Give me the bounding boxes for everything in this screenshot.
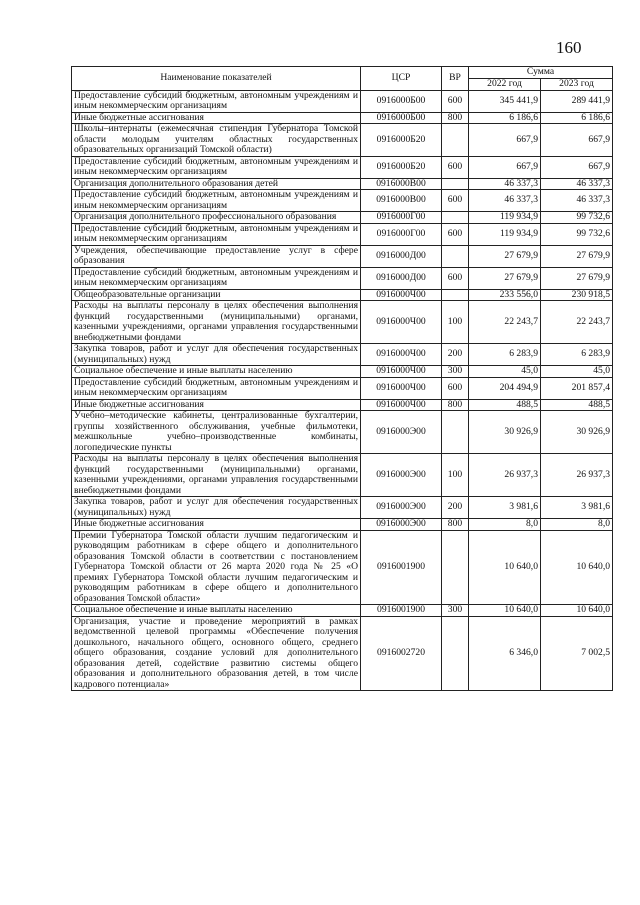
row-name: Организация, участие и проведение мероприятий в рамках ведомственной целевой программы «Обеспечение получения дошкольного, начального общего, основного общего, среднего общего образования, создание условий для дополнительного образования детей, содействие развитию системы общего образования и дополнительного образования детей, в том числе кадрового потенциала» (72, 616, 361, 691)
row-name: Иные бюджетные ассигнования (72, 112, 361, 124)
table-row (72, 245, 613, 267)
page-number: 160 (556, 38, 582, 57)
table-row (72, 112, 613, 124)
row-amount-2023: 46 337,3 (541, 190, 613, 212)
row-csr: 0916000Б00 (361, 90, 442, 112)
row-amount-2022: 667,9 (469, 124, 541, 157)
table-row (72, 289, 613, 301)
row-amount-2022: 26 937,3 (469, 454, 541, 497)
row-csr: 0916000Ч00 (361, 399, 442, 411)
table-row (72, 366, 613, 378)
row-csr: 0916000Б20 (361, 156, 442, 178)
row-amount-2022: 3 981,6 (469, 497, 541, 519)
row-csr: 0916000Ч00 (361, 301, 442, 344)
row-csr: 0916000Д00 (361, 267, 442, 289)
row-amount-2022: 27 679,9 (469, 245, 541, 267)
row-name: Организация дополнительного образования детей (72, 178, 361, 190)
row-vr: 100 (442, 454, 469, 497)
row-name: Школы–интернаты (ежемесячная стипендия Губернатора Томской области молодым учителям областных государственных образовательных организаций Томской области) (72, 124, 361, 157)
row-csr: 0916002720 (361, 616, 442, 691)
header-vr: ВР (442, 67, 469, 91)
row-name: Предоставление субсидий бюджетным, автономным учреждениям и иным некоммерческим организациям (72, 267, 361, 289)
row-name: Расходы на выплаты персоналу в целях обеспечения выполнения функций государственными (муниципальными) органами, казенными учреждениями, органами управления государственными внебюджетными фондами (72, 301, 361, 344)
row-amount-2022: 488,5 (469, 399, 541, 411)
row-vr (442, 178, 469, 190)
row-amount-2023: 8,0 (541, 519, 613, 531)
row-vr (442, 124, 469, 157)
row-vr: 800 (442, 519, 469, 531)
row-name: Премии Губернатора Томской области лучшим педагогическим и руководящим работникам в сфере общего и дополнительного образования Томской области в соответствии с постановлением Губернатора Томской области от 26 марта 2020 года № 25 «О премиях Губернатора Томской области лучшим педагогическим и руководящим работникам в сфере общего и дополнительного образования Томской области» (72, 530, 361, 605)
row-amount-2022: 6 346,0 (469, 616, 541, 691)
row-name: Расходы на выплаты персоналу в целях обеспечения выполнения функций государственными (муниципальными) органами, казенными учреждениями, органами управления государственными внебюджетными фондами (72, 454, 361, 497)
row-vr (442, 530, 469, 605)
row-vr (442, 212, 469, 224)
table-row (72, 212, 613, 224)
row-vr: 300 (442, 366, 469, 378)
row-csr: 0916000Э00 (361, 497, 442, 519)
table-row (72, 519, 613, 531)
table-row (72, 497, 613, 519)
row-name: Иные бюджетные ассигнования (72, 519, 361, 531)
table-row (72, 377, 613, 399)
row-vr: 800 (442, 112, 469, 124)
row-amount-2023: 667,9 (541, 156, 613, 178)
table-header (72, 67, 613, 91)
row-amount-2023: 230 918,5 (541, 289, 613, 301)
table-row (72, 399, 613, 411)
row-vr: 600 (442, 377, 469, 399)
row-amount-2022: 27 679,9 (469, 267, 541, 289)
row-amount-2023: 45,0 (541, 366, 613, 378)
row-vr (442, 289, 469, 301)
row-csr: 0916000Г00 (361, 223, 442, 245)
row-name: Предоставление субсидий бюджетным, автономным учреждениям и иным некоммерческим организациям (72, 223, 361, 245)
row-vr: 600 (442, 190, 469, 212)
row-vr: 300 (442, 605, 469, 617)
row-name: Социальное обеспечение и иные выплаты населению (72, 366, 361, 378)
row-amount-2022: 345 441,9 (469, 90, 541, 112)
header-year-2022: 2022 год (469, 79, 541, 91)
row-amount-2023: 10 640,0 (541, 530, 613, 605)
row-amount-2023: 27 679,9 (541, 267, 613, 289)
row-amount-2022: 10 640,0 (469, 530, 541, 605)
header-csr: ЦСР (361, 67, 442, 91)
row-vr: 200 (442, 497, 469, 519)
table-row (72, 344, 613, 366)
row-amount-2022: 10 640,0 (469, 605, 541, 617)
table-row (72, 411, 613, 454)
table-row (72, 616, 613, 691)
header-name: Наименование показателей (72, 67, 361, 91)
row-amount-2022: 30 926,9 (469, 411, 541, 454)
table-row (72, 454, 613, 497)
row-vr: 100 (442, 301, 469, 344)
row-amount-2022: 45,0 (469, 366, 541, 378)
row-amount-2022: 22 243,7 (469, 301, 541, 344)
row-amount-2023: 10 640,0 (541, 605, 613, 617)
row-csr: 0916000Ч00 (361, 366, 442, 378)
row-amount-2023: 6 186,6 (541, 112, 613, 124)
row-amount-2023: 22 243,7 (541, 301, 613, 344)
row-amount-2022: 667,9 (469, 156, 541, 178)
row-amount-2023: 201 857,4 (541, 377, 613, 399)
row-amount-2022: 46 337,3 (469, 178, 541, 190)
row-amount-2022: 119 934,9 (469, 223, 541, 245)
row-amount-2023: 3 981,6 (541, 497, 613, 519)
row-csr: 0916000В00 (361, 190, 442, 212)
row-amount-2022: 46 337,3 (469, 190, 541, 212)
row-vr: 600 (442, 90, 469, 112)
row-name: Иные бюджетные ассигнования (72, 399, 361, 411)
row-amount-2022: 6 186,6 (469, 112, 541, 124)
row-vr: 800 (442, 399, 469, 411)
row-name: Предоставление субсидий бюджетным, автономным учреждениям и иным некоммерческим организациям (72, 90, 361, 112)
row-csr: 0916000Ч00 (361, 289, 442, 301)
row-vr: 600 (442, 267, 469, 289)
row-vr: 200 (442, 344, 469, 366)
row-csr: 0916000Ч00 (361, 377, 442, 399)
row-amount-2022: 8,0 (469, 519, 541, 531)
row-csr: 0916000Э00 (361, 519, 442, 531)
row-amount-2023: 667,9 (541, 124, 613, 157)
table-row (72, 190, 613, 212)
row-amount-2023: 26 937,3 (541, 454, 613, 497)
header-sum: Сумма (469, 67, 613, 79)
row-amount-2023: 488,5 (541, 399, 613, 411)
row-name: Учреждения, обеспечивающие предоставление услуг в сфере образования (72, 245, 361, 267)
row-csr: 0916000Ч00 (361, 344, 442, 366)
table-row (72, 156, 613, 178)
row-amount-2022: 204 494,9 (469, 377, 541, 399)
row-name: Учебно–методические кабинеты, централизованные бухгалтерии, группы хозяйственного обслуживания, учебные фильмотеки, межшкольные учебно–производственные комбинаты, логопедические пункты (72, 411, 361, 454)
row-name: Закупка товаров, работ и услуг для обеспечения государственных (муниципальных) нужд (72, 344, 361, 366)
row-amount-2023: 7 002,5 (541, 616, 613, 691)
row-amount-2023: 27 679,9 (541, 245, 613, 267)
row-name: Предоставление субсидий бюджетным, автономным учреждениям и иным некоммерческим организациям (72, 190, 361, 212)
row-csr: 0916000Б20 (361, 124, 442, 157)
table-row (72, 301, 613, 344)
row-csr: 0916001900 (361, 605, 442, 617)
header-year-2023: 2023 год (541, 79, 613, 91)
table-row (72, 530, 613, 605)
row-csr: 0916000Д00 (361, 245, 442, 267)
row-vr (442, 245, 469, 267)
table-row (72, 267, 613, 289)
row-amount-2023: 99 732,6 (541, 212, 613, 224)
row-vr (442, 411, 469, 454)
row-vr (442, 616, 469, 691)
table-row (72, 178, 613, 190)
row-vr: 600 (442, 156, 469, 178)
table-row (72, 90, 613, 112)
row-csr: 0916000Б00 (361, 112, 442, 124)
row-csr: 0916000Э00 (361, 454, 442, 497)
row-amount-2023: 289 441,9 (541, 90, 613, 112)
row-name: Общеобразовательные организации (72, 289, 361, 301)
row-amount-2023: 46 337,3 (541, 178, 613, 190)
row-name: Предоставление субсидий бюджетным, автономным учреждениям и иным некоммерческим организациям (72, 377, 361, 399)
budget-table (71, 66, 613, 691)
table-row (72, 605, 613, 617)
row-amount-2022: 119 934,9 (469, 212, 541, 224)
row-name: Организация дополнительного профессионального образования (72, 212, 361, 224)
table-body (72, 90, 613, 691)
row-csr: 0916000Г00 (361, 212, 442, 224)
row-name: Социальное обеспечение и иные выплаты населению (72, 605, 361, 617)
row-csr: 0916000В00 (361, 178, 442, 190)
row-vr: 600 (442, 223, 469, 245)
row-csr: 0916000Э00 (361, 411, 442, 454)
row-amount-2023: 30 926,9 (541, 411, 613, 454)
row-amount-2022: 6 283,9 (469, 344, 541, 366)
row-csr: 0916001900 (361, 530, 442, 605)
row-name: Предоставление субсидий бюджетным, автономным учреждениям и иным некоммерческим организациям (72, 156, 361, 178)
table-row (72, 223, 613, 245)
table-row (72, 124, 613, 157)
row-amount-2023: 99 732,6 (541, 223, 613, 245)
row-amount-2023: 6 283,9 (541, 344, 613, 366)
row-name: Закупка товаров, работ и услуг для обеспечения государственных (муниципальных) нужд (72, 497, 361, 519)
row-amount-2022: 233 556,0 (469, 289, 541, 301)
